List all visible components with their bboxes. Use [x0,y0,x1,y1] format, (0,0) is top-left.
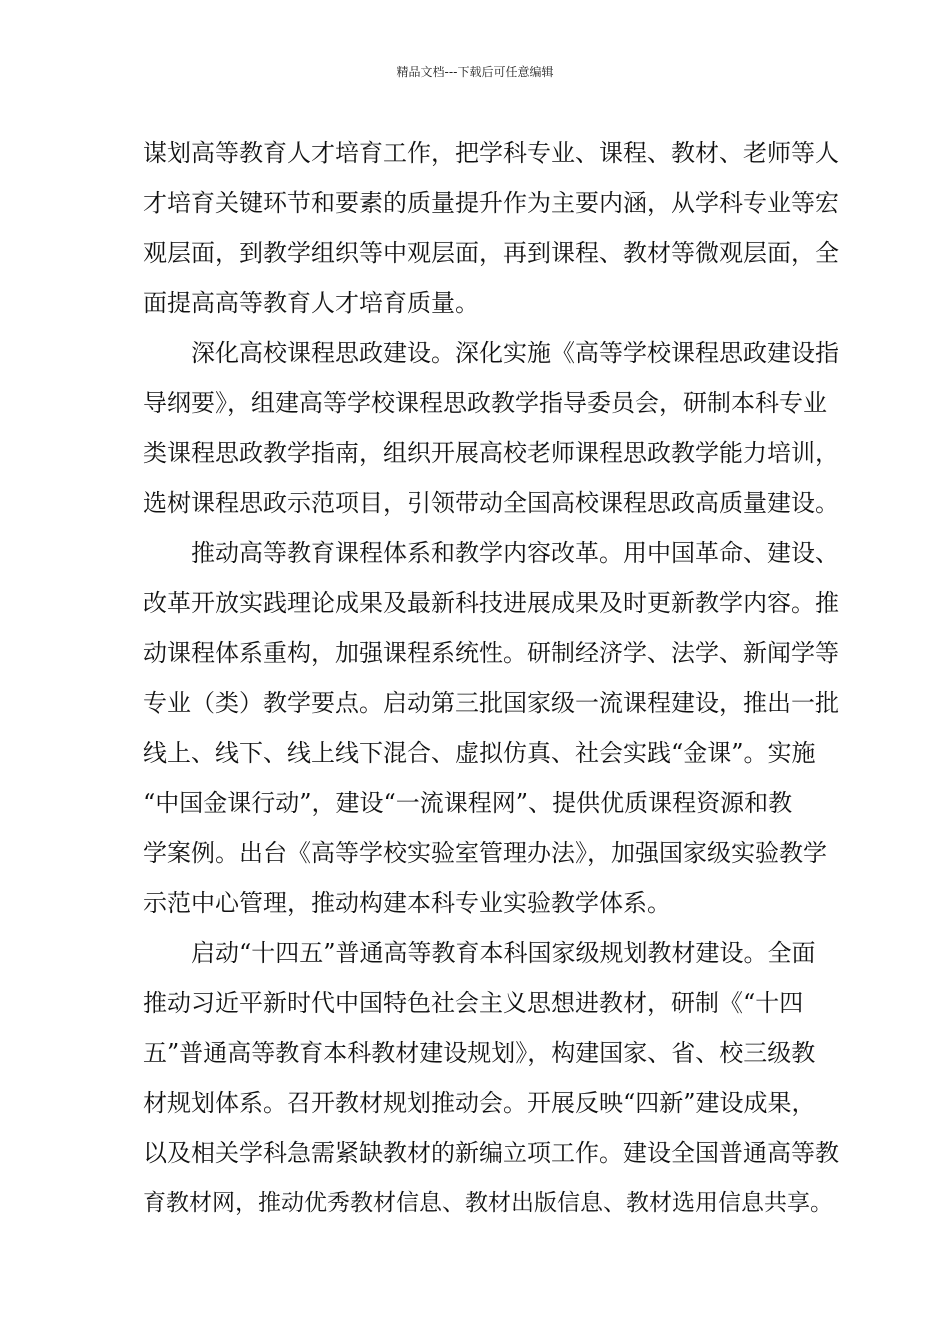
text-line: 专业（类）教学要点。启动第三批国家级一流课程建设，推出一批 [143,689,839,717]
text-line: 类课程思政教学指南，组织开展高校老师课程思政教学能力培训， [143,439,839,467]
text-line: “中国金课行动”，建设“一流课程网”、提供优质课程资源和教 [143,789,793,817]
text-line: 动课程体系重构，加强课程系统性。研制经济学、法学、新闻学等 [143,639,839,667]
document-body [143,128,843,1228]
text-line: 示范中心管理，推动构建本科专业实验教学体系。 [143,889,671,917]
paragraph-first-line: 深化高校课程思政建设。深化实施《高等学校课程思政建设指 [191,339,839,367]
text-line: 面提高高等教育人才培育质量。 [143,289,479,317]
paragraph-first-line: 启动“十四五”普通高等教育本科国家级规划教材建设。全面 [191,939,816,967]
text-line: 学案例。出台《高等学校实验室管理办法》，加强国家级实验教学 [143,839,827,867]
text-line: 育教材网，推动优秀教材信息、教材出版信息、教材选用信息共享。 [143,1190,833,1216]
paragraph-first-line: 推动高等教育课程体系和教学内容改革。用中国革命、建设、 [191,539,839,567]
page-header: 精品文档---下载后可任意编辑 [396,65,554,79]
text-line: 以及相关学科急需紧缺教材的新编立项工作。建设全国普通高等教 [143,1139,839,1167]
text-line: 改革开放实践理论成果及最新科技进展成果及时更新教学内容。推 [143,589,839,617]
text-line: 导纲要》，组建高等学校课程思政教学指导委员会，研制本科专业 [143,389,827,417]
text-line: 五”普通高等教育本科教材建设规划》，构建国家、省、校三级教 [143,1039,816,1067]
text-line: 推动习近平新时代中国特色社会主义思想进教材，研制《“十四 [143,989,804,1017]
text-line: 线上、线下、线上线下混合、虚拟仿真、社会实践“金课”。实施 [143,739,816,767]
text-line: 选树课程思政示范项目，引领带动全国高校课程思政高质量建设。 [143,489,839,517]
text-line: 材规划体系。召开教材规划推动会。开展反映“四新”建设成果， [143,1089,816,1117]
text-line: 谋划高等教育人才培育工作，把学科专业、课程、教材、老师等人 [143,139,839,167]
text-line: 观层面，到教学组织等中观层面，再到课程、教材等微观层面，全 [143,239,839,267]
text-line: 才培育关键环节和要素的质量提升作为主要内涵，从学科专业等宏 [143,189,839,217]
